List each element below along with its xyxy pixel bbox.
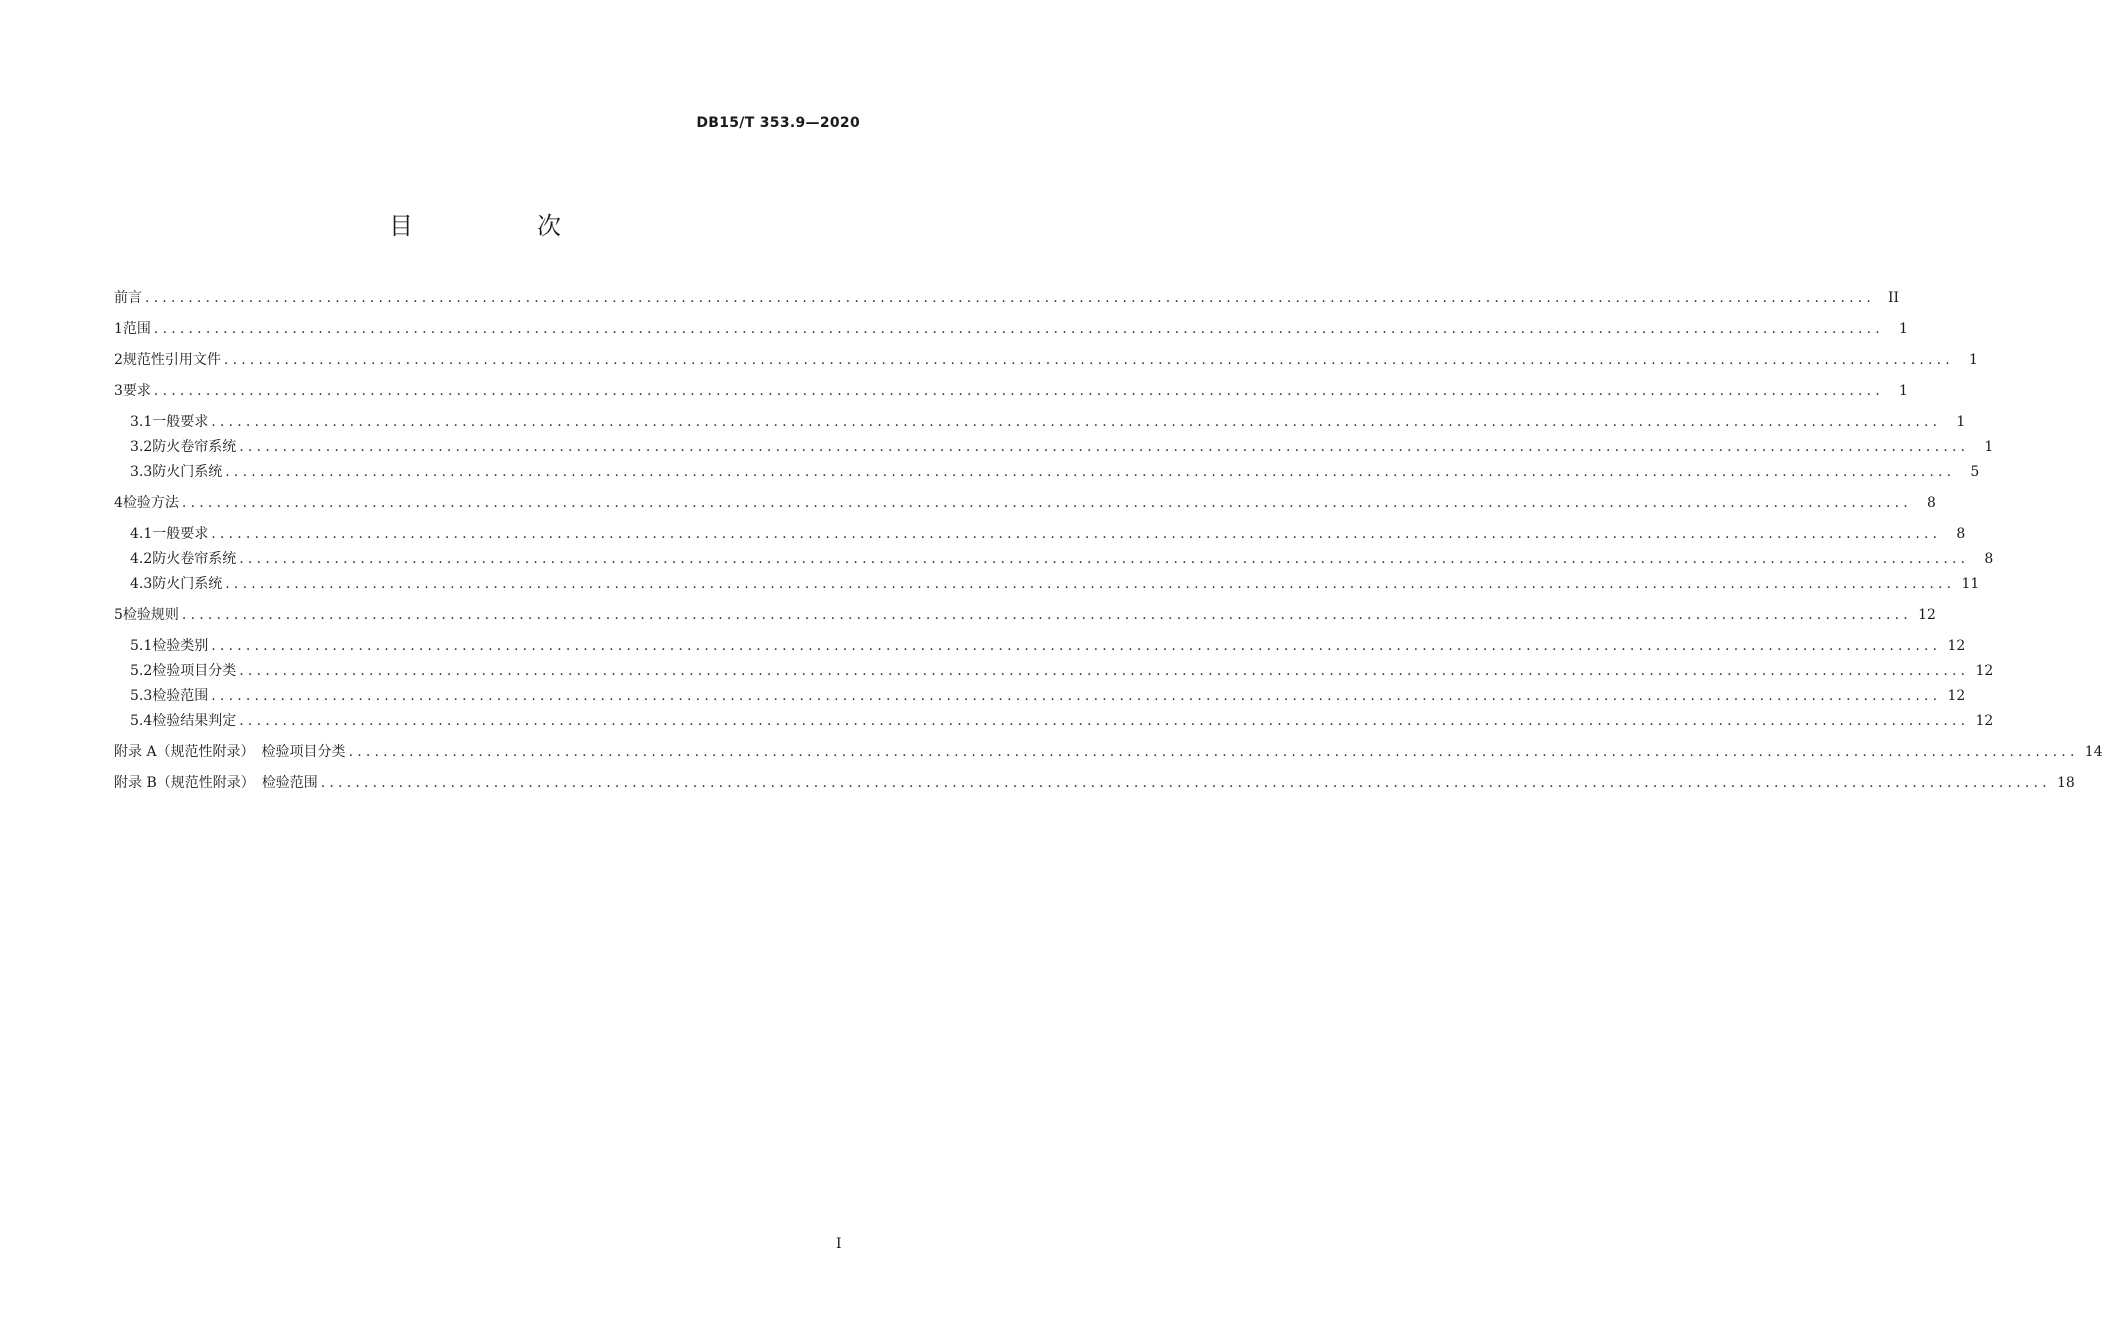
toc-entry-title: 防火卷帘系统 bbox=[152, 551, 237, 567]
toc-dot-leader: ........................................................................................................................................................................................................ bbox=[348, 744, 2079, 760]
toc-entry-number: 5 bbox=[114, 607, 123, 623]
toc-dot-leader: ........................................................................................................................................................................................................ bbox=[225, 464, 1956, 480]
toc-entry-number: 5.4 bbox=[130, 713, 153, 729]
toc-entry-number: 4.3 bbox=[130, 576, 153, 592]
toc-dot-leader: ........................................................................................................................................................................................................ bbox=[211, 688, 1942, 704]
toc-entry-title: 范围 bbox=[122, 321, 151, 337]
toc-entry-page: 12 bbox=[1947, 688, 1966, 704]
toc-dot-leader: ........................................................................................................................................................................................................ bbox=[239, 663, 1970, 679]
toc-entry[interactable] bbox=[114, 381, 1908, 401]
toc-entry-page: 1 bbox=[1899, 383, 1908, 399]
toc-entry-title: 检验方法 bbox=[122, 495, 179, 511]
toc-dot-leader: ........................................................................................................................................................................................................ bbox=[211, 414, 1942, 430]
toc-entry-title: 防火门系统 bbox=[152, 464, 223, 480]
toc-entry-title: 附录 B（规范性附录） 检验范围 bbox=[114, 775, 318, 791]
toc-entry[interactable] bbox=[114, 288, 1900, 308]
toc-entry[interactable] bbox=[130, 412, 1966, 432]
toc-entry-page: 12 bbox=[1918, 607, 1936, 623]
toc-entry-title: 防火门系统 bbox=[152, 576, 223, 592]
toc-entry-page: 18 bbox=[2056, 775, 2075, 791]
toc-entry[interactable] bbox=[130, 549, 1994, 569]
page-number: I bbox=[836, 1236, 842, 1252]
toc-entry[interactable] bbox=[114, 493, 1936, 513]
toc-dot-leader: ........................................................................................................................................................................................................ bbox=[225, 576, 1956, 592]
toc-entry[interactable] bbox=[130, 711, 1994, 731]
toc-entry-title: 规范性引用文件 bbox=[122, 352, 221, 368]
toc-entry-page: 12 bbox=[1975, 663, 1994, 679]
toc-entry-page: 8 bbox=[1984, 551, 1994, 567]
toc-entry[interactable] bbox=[114, 350, 1978, 370]
toc-entry-page: 1 bbox=[1899, 321, 1908, 337]
toc-entry-page: 8 bbox=[1927, 495, 1936, 511]
toc-entry-title: 前言 bbox=[114, 290, 142, 306]
toc-entry-number: 3 bbox=[114, 383, 123, 399]
toc-entry[interactable] bbox=[130, 437, 1994, 457]
toc-entry-page: 1 bbox=[1969, 352, 1978, 368]
toc-entry-page: 1 bbox=[1984, 439, 1994, 455]
toc-entry-title: 检验规则 bbox=[122, 607, 179, 623]
toc-entry-page: 12 bbox=[1975, 713, 1994, 729]
toc-entry[interactable] bbox=[114, 319, 1908, 339]
toc-entry-page: II bbox=[1887, 290, 1900, 306]
toc-entry-page: 14 bbox=[2084, 744, 2103, 760]
toc-dot-leader: ........................................................................................................................................................................................................ bbox=[153, 321, 1884, 337]
toc-entry-page: 5 bbox=[1970, 464, 1980, 480]
toc-dot-leader: ........................................................................................................................................................................................................ bbox=[239, 551, 1970, 567]
toc-entry-title: 一般要求 bbox=[152, 526, 209, 542]
toc-entry-number: 4 bbox=[114, 495, 123, 511]
toc-entry-number: 2 bbox=[114, 352, 123, 368]
toc-entry-number: 5.2 bbox=[130, 663, 153, 679]
toc-title: 目 次 bbox=[389, 212, 611, 240]
toc-dot-leader: ........................................................................................................................................................................................................ bbox=[181, 495, 1912, 511]
toc-entry[interactable] bbox=[130, 686, 1966, 706]
toc-entry[interactable] bbox=[114, 605, 1936, 625]
toc-entry-title: 检验类别 bbox=[152, 638, 209, 654]
toc-entry-title: 一般要求 bbox=[152, 414, 209, 430]
toc-dot-leader: ........................................................................................................................................................................................................ bbox=[239, 439, 1970, 455]
toc-dot-leader: ........................................................................................................................................................................................................ bbox=[223, 352, 1954, 368]
toc-entry-title: 要求 bbox=[122, 383, 151, 399]
toc-entry-number: 4.1 bbox=[130, 526, 153, 542]
toc-dot-leader: ........................................................................................................................................................................................................ bbox=[211, 638, 1942, 654]
toc-entry[interactable] bbox=[130, 574, 1980, 594]
toc-entry[interactable] bbox=[114, 773, 2075, 793]
toc-entry-title: 检验项目分类 bbox=[152, 663, 237, 679]
toc-entry-title: 检验范围 bbox=[152, 688, 209, 704]
toc-entry[interactable] bbox=[130, 636, 1966, 656]
toc-entry[interactable] bbox=[130, 661, 1994, 681]
toc-entry-title: 防火卷帘系统 bbox=[152, 439, 237, 455]
toc-entry-page: 11 bbox=[1961, 576, 1980, 592]
toc-entry-number: 1 bbox=[114, 321, 123, 337]
toc-entry-number: 3.3 bbox=[130, 464, 153, 480]
toc-entry-page: 8 bbox=[1956, 526, 1966, 542]
toc-dot-leader: ........................................................................................................................................................................................................ bbox=[239, 713, 1970, 729]
toc-entry-number: 5.1 bbox=[130, 638, 153, 654]
toc-entry-number: 4.2 bbox=[130, 551, 153, 567]
toc-entry-number: 5.3 bbox=[130, 688, 153, 704]
standard-code: DB15/T 353.9—2020 bbox=[696, 115, 860, 131]
toc-dot-leader: ........................................................................................................................................................................................................ bbox=[211, 526, 1942, 542]
toc-entry[interactable] bbox=[130, 524, 1966, 544]
toc-entry[interactable] bbox=[114, 742, 2103, 762]
toc-dot-leader: ........................................................................................................................................................................................................ bbox=[145, 290, 1876, 306]
toc-entry[interactable] bbox=[130, 462, 1980, 482]
toc-entry-title: 检验结果判定 bbox=[152, 713, 237, 729]
toc-dot-leader: ........................................................................................................................................................................................................ bbox=[320, 775, 2051, 791]
toc-entry-page: 12 bbox=[1947, 638, 1966, 654]
toc-entry-title: 附录 A（规范性附录） 检验项目分类 bbox=[114, 744, 346, 760]
toc-entry-number: 3.2 bbox=[130, 439, 153, 455]
toc-dot-leader: ........................................................................................................................................................................................................ bbox=[181, 607, 1912, 623]
toc-entry-number: 3.1 bbox=[130, 414, 153, 430]
toc-entry-page: 1 bbox=[1956, 414, 1966, 430]
toc-dot-leader: ........................................................................................................................................................................................................ bbox=[153, 383, 1884, 399]
